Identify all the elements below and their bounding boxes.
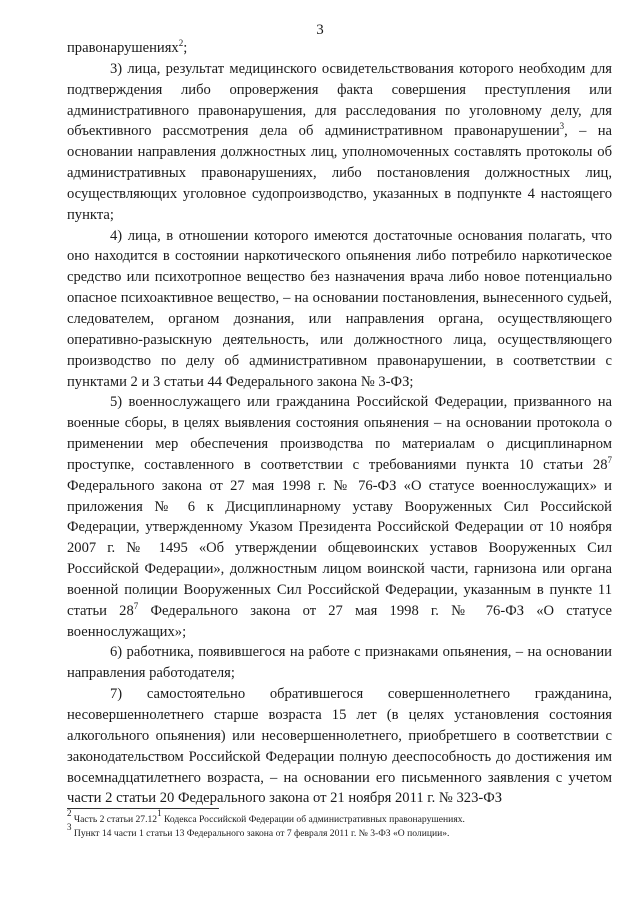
footnotes [67,808,612,841]
text-run: 6) работника, появившегося на работе с признаками опьянения, – на основании направления работодателя; [67,644,612,682]
footnote-divider [67,808,219,809]
text-run: ; [183,40,188,56]
superscript: 7 [133,600,139,611]
text-run: Федерального закона от 27 мая 1998 г. № 76-ФЗ «О статусе военнослужащих» и приложения № 6 к Дисциплинарному уставу Вооруженных Сил Российской Федерации, утвержденному Указом Президента Российской Федерации от 10 ноября 2007 г. № 1495 «Об утверждении общевоинских уставов Вооруженных Сил Российской Федерации», должностным лицом воинской части, гарнизона или органа военной полиции Вооруженных Сил Российской Федерации, указанным в пункте 11 статьи 28 [67,477,612,619]
paragraph-item-6 [67,642,612,684]
body-text [67,38,612,809]
superscript: 7 [607,454,612,465]
text-run: , – на основании направления должностных лиц, уполномоченных составлять протоколы об административных правонарушениях, либо постановления должностных лиц, осуществляющих уголовное судопроизводство, указанных в подпункте 4 настоящего пункта; [67,123,613,223]
paragraph-item-4 [67,226,612,393]
text-run: правонарушениях [67,40,179,56]
text-run: 5) военнослужащего или гражданина Российской Федерации, призванного на военные сборы, в целях выявления состояния опьянения – на основании протокола о применении мер обеспечения производства по материалам о дисциплинарном проступке, составленного в соответствии с требованиями пункта 10 статьи 28 [67,394,612,473]
footnote-ref[interactable]: 3 [559,121,565,132]
footnote-ref[interactable]: 2 [178,38,184,48]
page-number: 3 [316,22,324,38]
text-run: 7) самостоятельно обратившегося совершеннолетнего гражданина, несовершеннолетнего старше возраста 15 лет (в целях установления состояния алкогольного опьянения) или несовершеннолетнего, приобретшего в соответствии с законодательством Российской Федерации полную дееспособность до достижения им восемнадцатилетнего возраста, – на основании его письменного заявления с учетом части 2 статьи 20 Федерального закона от 21 ноября 2011 г. № 323-ФЗ [67,686,612,807]
text-run: Часть 2 статьи 27.12 [71,814,158,825]
footnote-3 [67,822,612,841]
superscript: 1 [157,808,162,818]
paragraph-continuation [67,38,612,59]
footnote-number: 3 [67,822,72,832]
text-run: 3) лица, результат медицинского освидетельствования которого необходим для подтверждения либо опровержения факта совершения преступления или административного правонарушения, для расследования по уголовному делу, для объективного рассмотрения дела об административном правонарушении [67,60,612,140]
text-run: Пункт 14 части 1 статьи 13 Федерального закона от 7 февраля 2011 г. № 3-ФЗ «О полиции». [71,828,450,839]
paragraph-item-3 [67,59,612,226]
text-run: 4) лица, в отношении которого имеются достаточные основания полагать, что оно находится в состоянии наркотического опьянения либо потребило наркотическое средство или психотропное вещество без назначения врача либо новое потенциально опасное психоактивное вещество, – на основании постановления, вынесенного судьей, следователем, органом дознания, или направления органа, осуществляющего оперативно-разыскную деятельность, или должностного лица, осуществляющего производство по делу об административном правонарушении, в соответствии с пунктами 2 и 3 статьи 44 Федерального закона № 3-ФЗ; [67,227,612,390]
paragraph-item-7 [67,684,612,809]
text-run: Кодекса Российской Федерации об административных правонарушениях. [161,814,465,825]
footnote-2 [67,808,612,827]
footnote-number: 2 [67,808,72,818]
paragraph-item-5 [67,392,612,642]
text-run: Федерального закона от 27 мая 1998 г. № 76-ФЗ «О статусе военнослужащих»; [67,602,612,640]
